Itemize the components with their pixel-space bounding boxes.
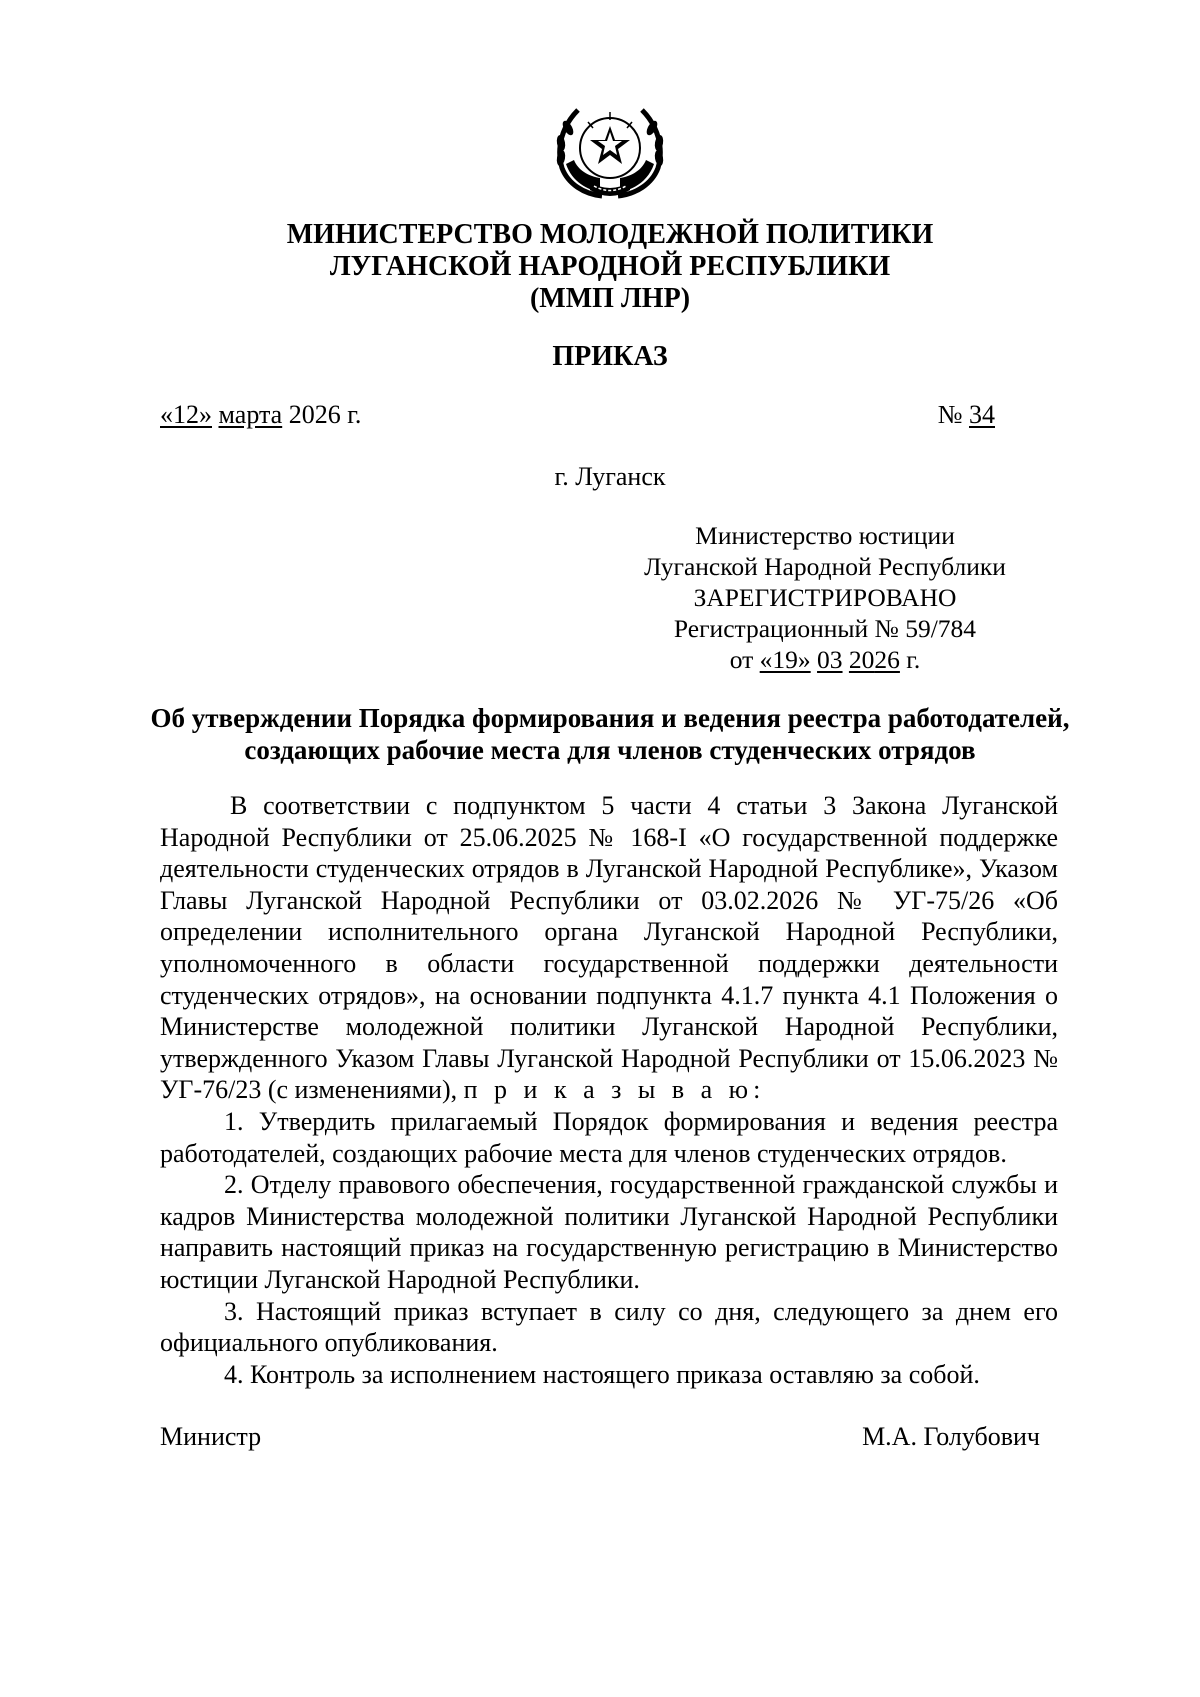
registration-line3: ЗАРЕГИСТРИРОВАНО bbox=[693, 583, 957, 612]
city: г. Луганск bbox=[554, 462, 666, 491]
registration-date-day: «19» bbox=[759, 645, 811, 674]
prikazyvayu-text: п р и к а з ы в а ю: bbox=[463, 1075, 766, 1105]
order-date-number-row bbox=[160, 398, 995, 432]
document-body bbox=[160, 790, 1058, 1390]
signatory-name: М.А. Голубович bbox=[862, 1422, 1040, 1451]
ministry-name-line1: МИНИСТЕРСТВО МОЛОДЕЖНОЙ ПОЛИТИКИ bbox=[286, 219, 934, 250]
document-title bbox=[130, 702, 1090, 766]
order-item-3: 3. Настоящий приказ вступает в силу со дня, следующего за днем его официального опубликования. bbox=[160, 1296, 1058, 1358]
signature-block bbox=[160, 1420, 1040, 1454]
order-item-4: 4. Контроль за исполнением настоящего приказа оставляю за собой. bbox=[224, 1359, 980, 1389]
document-title-line1: Об утверждении Порядка формирования и ведения реестра работодателей, bbox=[150, 703, 1070, 733]
preamble-text: В соответствии с подпунктом 5 части 4 статьи 3 Закона Луганской Народной Республики от 25.06.2025 № 168-I «О государственной поддержке деятельности студенческих отрядов в Луганской Народной Республике», Указом Главы Луганской Народной Республики от 03.02.2026 № УГ-75/26 «Об определении исполнительного органа Луганской Народной Республики, уполномоченного в области государственной поддержки деятельности студенческих отрядов», на основании подпункта 4.1.7 пункта 4.1 Положения о Министерстве молодежной политики Луганской Народной Республики, утвержденного Указом Главы Луганской Народной Республики от 15.06.2023 № УГ-76/23 (с изменениями), bbox=[160, 791, 1058, 1105]
order-number-label: № bbox=[937, 400, 963, 429]
order-day: «12» bbox=[160, 400, 212, 429]
order-date bbox=[160, 398, 361, 431]
registration-line2: Луганской Народной Республики bbox=[644, 552, 1006, 581]
registration-number: Регистрационный № 59/784 bbox=[673, 614, 977, 643]
coat-of-arms-icon bbox=[548, 98, 672, 202]
order-month: марта bbox=[218, 400, 283, 429]
ministry-header bbox=[160, 219, 1060, 315]
ministry-name-line2: ЛУГАНСКОЙ НАРОДНОЙ РЕСПУБЛИКИ bbox=[329, 251, 891, 282]
registration-date-suffix: г. bbox=[906, 645, 921, 674]
registration-date-month: 03 bbox=[817, 645, 843, 674]
registration-line1: Министерство юстиции bbox=[695, 521, 955, 550]
ministry-abbreviation: (ММП ЛНР) bbox=[529, 283, 691, 314]
preamble-paragraph bbox=[160, 790, 1058, 1106]
order-number bbox=[938, 398, 995, 431]
registration-date-prefix: от bbox=[729, 645, 754, 674]
registration-date bbox=[618, 644, 1032, 675]
registration-date-year-part2: 26 bbox=[874, 645, 900, 674]
document-type: ПРИКАЗ bbox=[552, 341, 668, 372]
document-title-line2: создающих рабочие места для членов студенческих отрядов bbox=[244, 735, 976, 765]
registration-stamp bbox=[618, 520, 1032, 675]
order-item-1: 1. Утвердить прилагаемый Порядок формирования и ведения реестра работодателей, создающих рабочие места для членов студенческих отрядов. bbox=[160, 1106, 1058, 1168]
registration-date-year-part1: 20 bbox=[848, 645, 875, 674]
signatory-position: Министр bbox=[160, 1422, 262, 1451]
order-number-value: 34 bbox=[969, 400, 995, 429]
order-year: 2026 г. bbox=[288, 400, 362, 429]
order-item-2: 2. Отделу правового обеспечения, государственной гражданской службы и кадров Министерства молодежной политики Луганской Народной Республики направить настоящий приказ на государственную регистрацию в Министерство юстиции Луганской Народной Республики. bbox=[160, 1170, 1058, 1294]
